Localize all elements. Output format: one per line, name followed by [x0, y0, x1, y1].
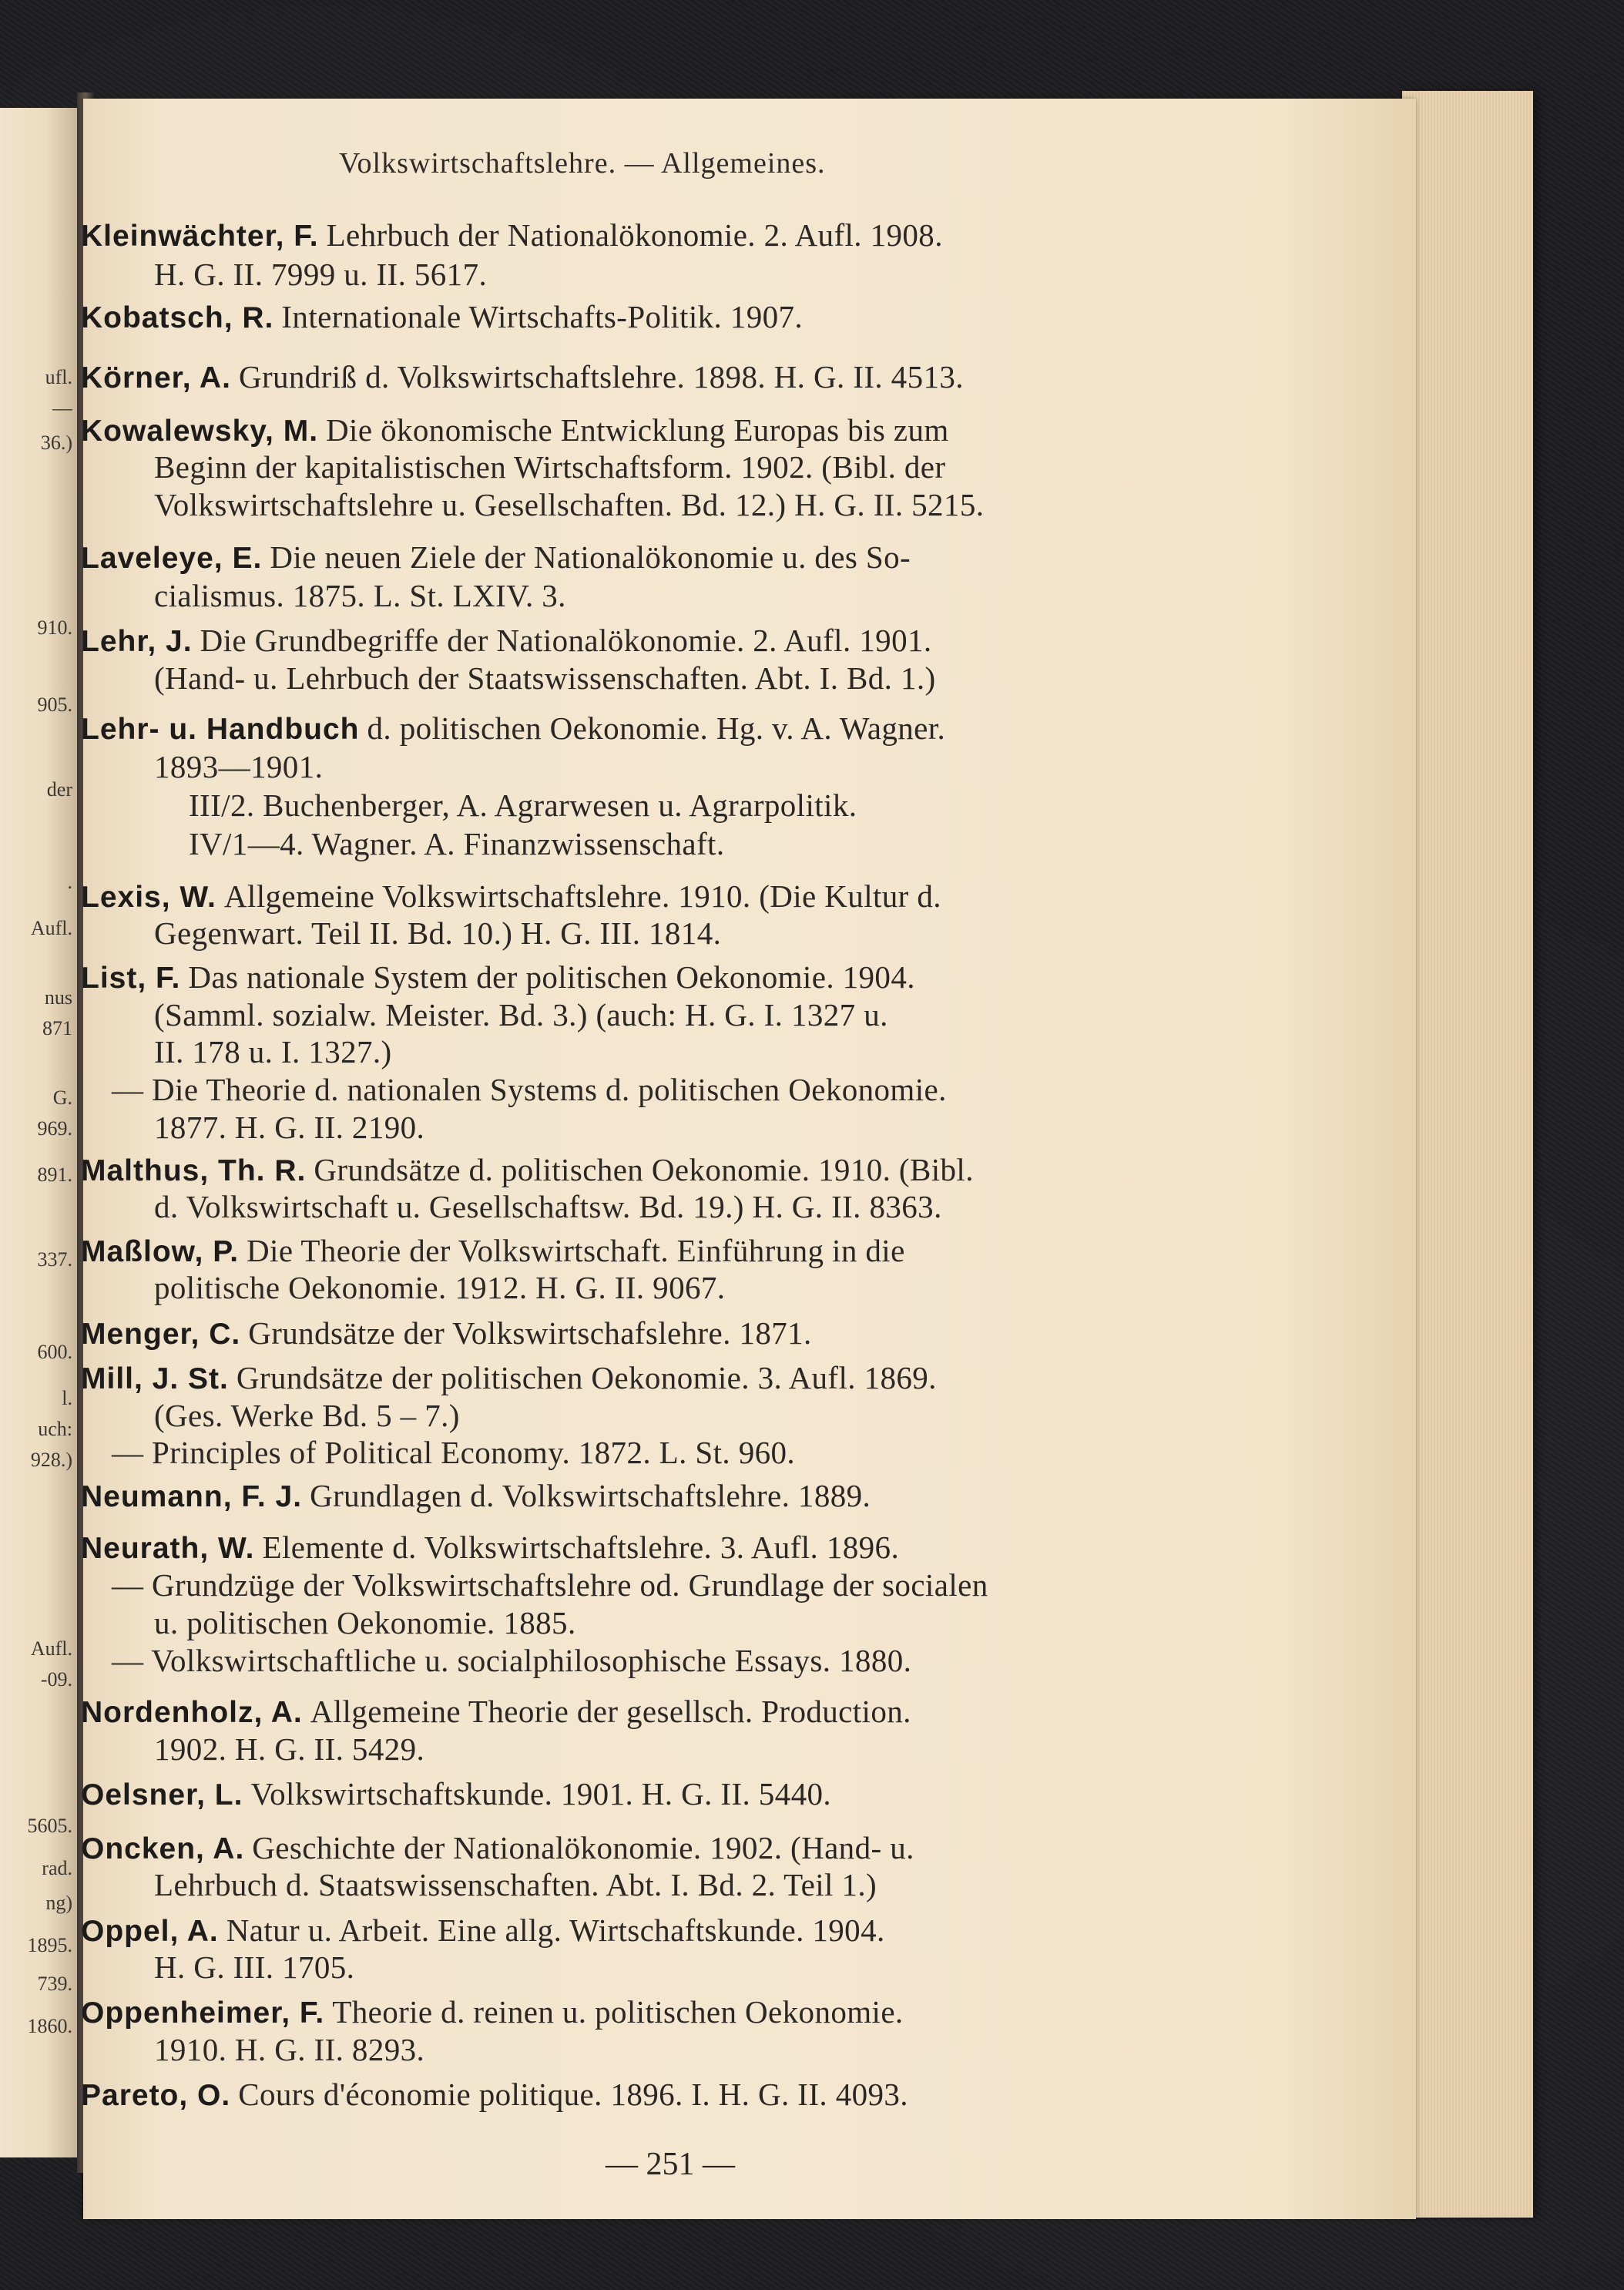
entry-first-line: [81, 1152, 974, 1189]
entry-continuation: 1910. H. G. II. 8293.: [154, 2032, 425, 2067]
entry-author: Lehr- u. Handbuch: [81, 713, 360, 746]
left-fragment: 337.: [37, 1248, 72, 1271]
entry-author: Oelsner, L.: [81, 1778, 243, 1812]
entry-continuation: (Ges. Werke Bd. 5 – 7.): [154, 1398, 460, 1433]
left-fragment: ufl.: [45, 366, 72, 388]
entry-continuation: Beginn der kapitalistischen Wirtschaftsform. 1902. (Bibl. der: [154, 449, 946, 485]
entry-first-line: [81, 1694, 911, 1731]
entry-text: Die Theorie der Volkswirtschaft. Einführung in die: [247, 1233, 905, 1268]
left-fragment: .: [67, 871, 72, 893]
left-fragment: 600.: [37, 1341, 72, 1363]
entry-continuation: II. 178 u. I. 1327.): [154, 1034, 392, 1069]
entry-author: Lexis, W.: [81, 881, 216, 914]
left-fragment: -09.: [40, 1668, 72, 1691]
entry-text: Lehrbuch der Nationalökonomie. 2. Aufl. 1908.: [326, 217, 943, 253]
entry-first-line: [81, 1360, 937, 1397]
entry-continuation: cialismus. 1875. L. St. LXIV. 3.: [154, 578, 566, 613]
entry-first-line: [81, 1478, 871, 1515]
left-fragment: 5605.: [27, 1815, 72, 1837]
entry-author: Lehr, J.: [81, 625, 193, 658]
entry-first-line: [81, 217, 943, 254]
entry-text: Allgemeine Volkswirtschaftslehre. 1910. (Die Kultur d.: [223, 878, 941, 914]
entry-first-line: [81, 1529, 899, 1566]
entry-continuation: III/2. Buchenberger, A. Agrarwesen u. Agrarpolitik.: [189, 787, 857, 823]
entry-continuation: (Hand- u. Lehrbuch der Staatswissenschaften. Abt. I. Bd. 1.): [154, 660, 936, 696]
entry-text: Geschichte der Nationalökonomie. 1902. (Hand- u.: [252, 1830, 914, 1865]
entry-first-line: [81, 539, 911, 576]
entry-continuation: Lehrbuch d. Staatswissenschaften. Abt. I. Bd. 2. Teil 1.): [154, 1867, 877, 1902]
entry-author: Kobatsch, R.: [81, 301, 274, 334]
entry-continuation: IV/1—4. Wagner. A. Finanzwissenschaft.: [189, 826, 725, 861]
left-fragment: 910.: [37, 616, 72, 639]
left-fragment: rad.: [42, 1857, 72, 1879]
entry-text: Die Grundbegriffe der Nationalökonomie. 2. Aufl. 1901.: [200, 623, 932, 658]
entry-text: Grundsätze der Volkswirtschafslehre. 1871.: [248, 1315, 812, 1351]
left-fragment: 905.: [37, 693, 72, 716]
left-fragment: nus: [44, 986, 72, 1009]
entry-text: Die neuen Ziele der Nationalökonomie u. des So-: [270, 539, 911, 575]
entry-author: Nordenholz, A.: [81, 1696, 303, 1729]
left-fragment: uch:: [38, 1418, 72, 1440]
entry-author: Oncken, A.: [81, 1832, 245, 1865]
entry-continuation: H. G. II. 7999 u. II. 5617.: [154, 257, 488, 292]
entry-text: Die ökonomische Entwicklung Europas bis zum: [326, 412, 949, 448]
entry-first-line: [81, 299, 803, 336]
entry-continuation: Gegenwart. Teil II. Bd. 10.) H. G. III. 1814.: [154, 915, 722, 951]
left-fragment: der: [46, 778, 72, 801]
entry-text: Grundriß d. Volkswirtschaftslehre. 1898. H. G. II. 4513.: [238, 359, 964, 395]
entry-continuation: — Die Theorie d. nationalen Systems d. politischen Oekonomie.: [112, 1072, 947, 1107]
left-fragment: 928.): [30, 1449, 72, 1471]
entry-text: Das nationale System der politischen Oekonomie. 1904.: [188, 959, 915, 995]
left-fragment: 739.: [37, 1973, 72, 1995]
entry-text: Grundlagen d. Volkswirtschaftslehre. 1889.: [310, 1478, 871, 1513]
left-fragment: 969.: [37, 1117, 72, 1140]
entry-text: Allgemeine Theorie der gesellsch. Production.: [310, 1694, 911, 1729]
entry-continuation: 1877. H. G. II. 2190.: [154, 1110, 425, 1145]
entry-first-line: [81, 1233, 905, 1270]
entry-first-line: [81, 359, 964, 396]
left-fragment: Aufl.: [30, 917, 72, 939]
entry-author: List, F.: [81, 962, 181, 995]
page-block-edge: [1402, 91, 1533, 2218]
entry-continuation: politische Oekonomie. 1912. H. G. II. 9067.: [154, 1270, 726, 1305]
entry-continuation: 1902. H. G. II. 5429.: [154, 1731, 425, 1767]
entry-text: Grundsätze d. politischen Oekonomie. 1910. (Bibl.: [314, 1152, 974, 1187]
entry-author: Maßlow, P.: [81, 1235, 240, 1268]
entry-text: Volkswirtschaftskunde. 1901. H. G. II. 5440.: [250, 1776, 832, 1812]
entry-first-line: [81, 1830, 914, 1867]
entry-first-line: [81, 2077, 908, 2114]
left-fragment: 1895.: [27, 1934, 72, 1956]
entry-first-line: [81, 412, 949, 449]
entry-first-line: [81, 1994, 904, 2031]
entry-author: Oppenheimer, F.: [81, 1996, 325, 2030]
entry-first-line: [81, 623, 932, 660]
entry-continuation: H. G. III. 1705.: [154, 1949, 355, 1985]
entry-author: Mill, J. St.: [81, 1362, 229, 1395]
entry-text: Theorie d. reinen u. politischen Oekonomie.: [332, 1994, 904, 2030]
entry-continuation: — Grundzüge der Volkswirtschaftslehre od. Grundlage der socialen: [112, 1567, 988, 1603]
entry-text: Natur u. Arbeit. Eine allg. Wirtschaftskunde. 1904.: [226, 1912, 885, 1948]
entry-continuation: u. politischen Oekonomie. 1885.: [154, 1605, 576, 1640]
entry-author: Laveleye, E.: [81, 542, 263, 575]
entry-first-line: [81, 710, 945, 747]
entry-author: Neurath, W.: [81, 1532, 255, 1565]
page-number: — 251 —: [606, 2147, 735, 2182]
left-fragment: 36.): [40, 431, 72, 454]
entry-author: Körner, A.: [81, 361, 231, 395]
entry-text: d. politischen Oekonomie. Hg. v. A. Wagner.: [367, 710, 946, 746]
left-fragment: l.: [62, 1387, 72, 1409]
entry-author: Kowalewsky, M.: [81, 415, 319, 448]
entry-author: Neumann, F. J.: [81, 1480, 303, 1513]
left-fragment: Aufl.: [30, 1637, 72, 1660]
entry-continuation: Volkswirtschaftslehre u. Gesellschaften. Bd. 12.) H. G. II. 5215.: [154, 487, 985, 522]
left-fragment: 871: [42, 1017, 72, 1039]
left-facing-page: [0, 108, 77, 2157]
entry-text: Internationale Wirtschafts-Politik. 1907.: [281, 299, 804, 334]
left-fragment: —: [52, 397, 72, 419]
entry-author: Kleinwächter, F.: [81, 220, 319, 253]
entry-author: Oppel, A.: [81, 1915, 219, 1948]
entry-continuation: — Principles of Political Economy. 1872. L. St. 960.: [112, 1435, 796, 1470]
left-fragment: ng): [45, 1892, 72, 1914]
left-fragment: 1860.: [27, 2015, 72, 2037]
entry-first-line: [81, 959, 915, 996]
entry-first-line: [81, 878, 941, 915]
entry-first-line: [81, 1776, 831, 1813]
entry-continuation: (Samml. sozialw. Meister. Bd. 3.) (auch: H. G. I. 1327 u.: [154, 997, 888, 1033]
running-head: Volkswirtschaftslehre. — Allgemeines.: [339, 147, 826, 180]
entry-text: Elemente d. Volkswirtschaftslehre. 3. Aufl. 1896.: [262, 1529, 900, 1565]
entry-continuation: 1893—1901.: [154, 749, 324, 784]
entry-author: Menger, C.: [81, 1318, 241, 1351]
entry-author: Malthus, Th. R.: [81, 1154, 307, 1187]
entry-first-line: [81, 1315, 812, 1352]
left-fragment: G.: [52, 1086, 72, 1109]
entry-continuation: d. Volkswirtschaft u. Gesellschaftsw. Bd. 19.) H. G. II. 8363.: [154, 1189, 942, 1224]
entry-author: Pareto, O.: [81, 2079, 231, 2112]
entry-first-line: [81, 1912, 885, 1949]
entry-text: Cours d'économie politique. 1896. I. H. G. II. 4093.: [238, 2077, 908, 2112]
entry-continuation: — Volkswirtschaftliche u. socialphilosophische Essays. 1880.: [112, 1643, 912, 1678]
entry-text: Grundsätze der politischen Oekonomie. 3. Aufl. 1869.: [236, 1360, 937, 1395]
left-fragment: 891.: [37, 1163, 72, 1186]
